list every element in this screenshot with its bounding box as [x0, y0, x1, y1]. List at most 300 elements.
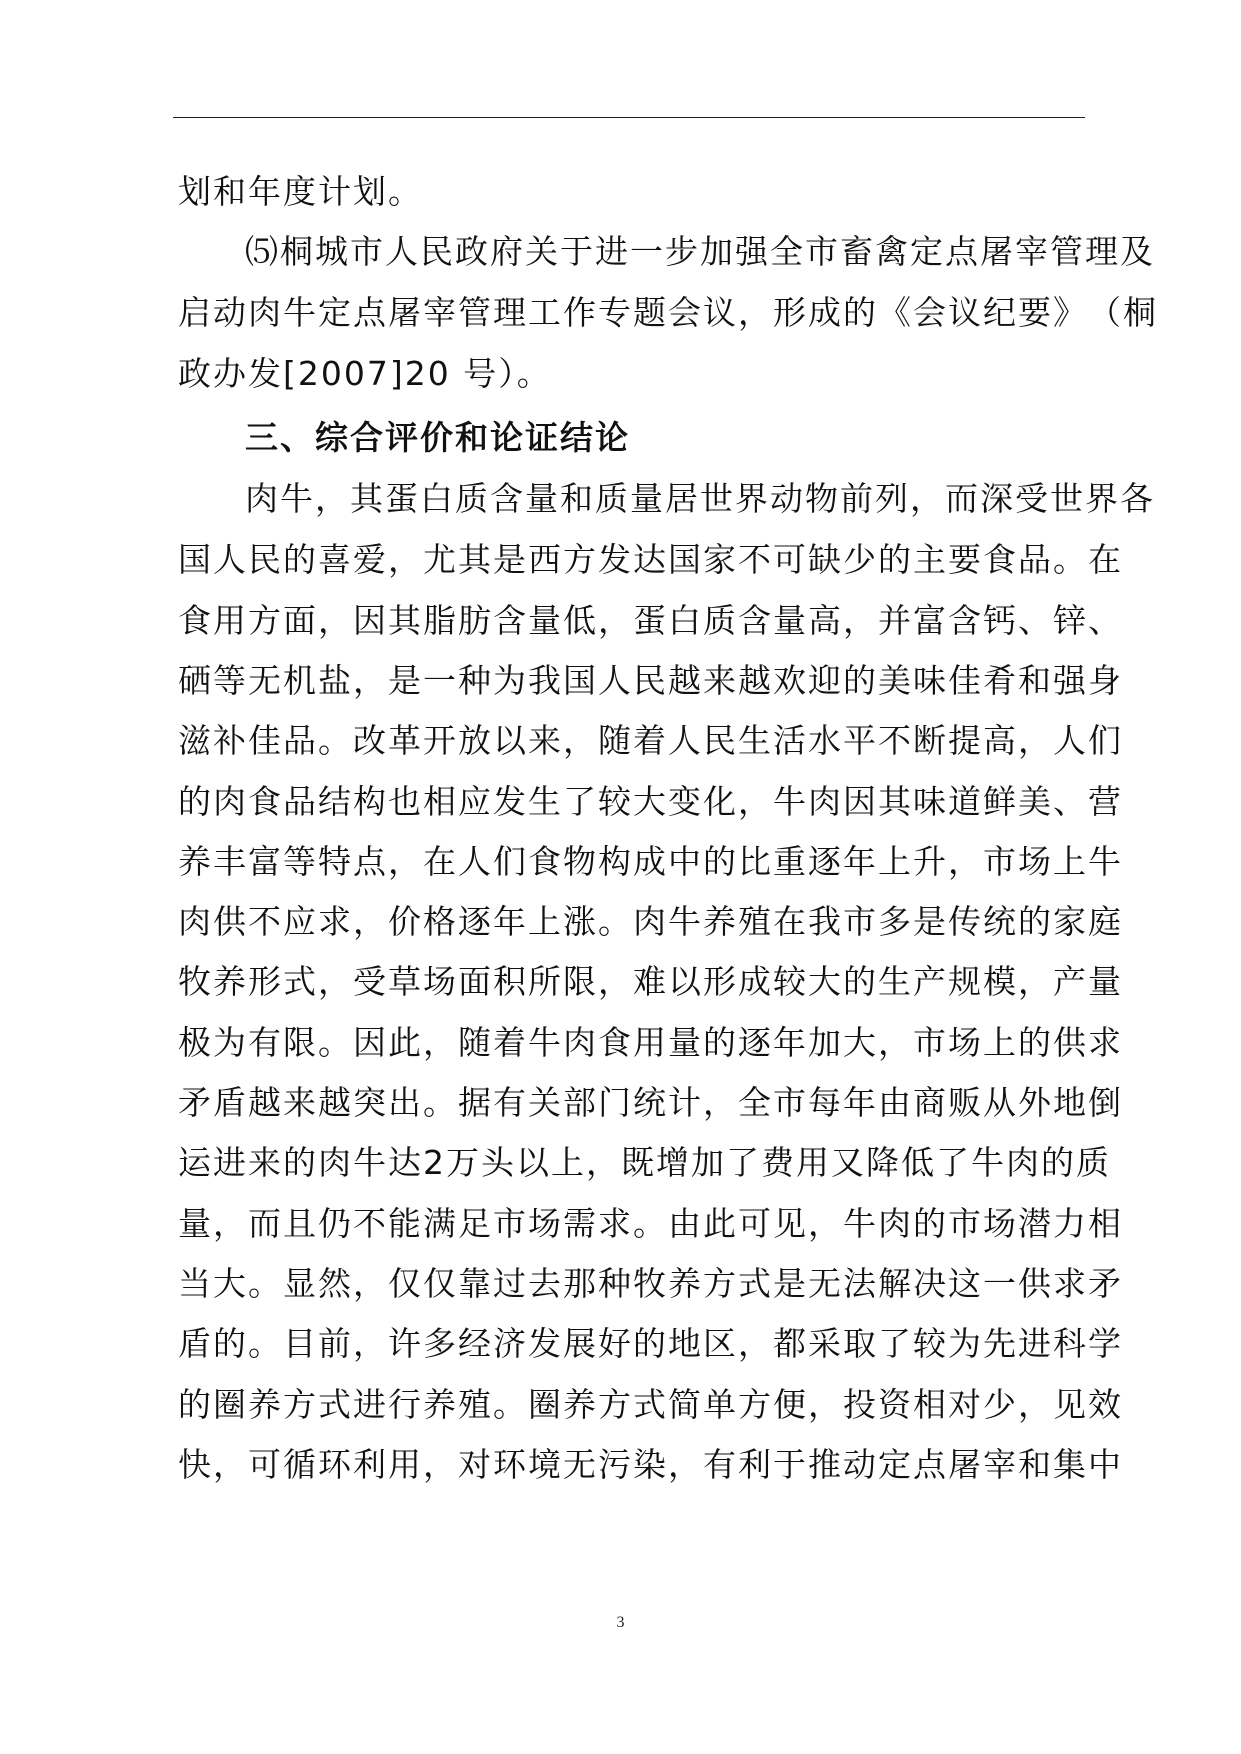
body-character: 界: [735, 479, 770, 518]
body-character: 市: [493, 1204, 528, 1243]
body-character: 草: [388, 962, 423, 1001]
body-character: 去: [528, 1264, 563, 1303]
body-character: 然: [318, 1264, 353, 1303]
body-character: 那: [563, 1264, 598, 1303]
body-character: 地: [668, 1324, 703, 1363]
body-line: [178, 782, 1123, 822]
body-character: 放: [458, 721, 493, 760]
body-character: 的: [283, 540, 318, 579]
body-character: 多: [878, 902, 913, 941]
body-character: ，: [353, 1264, 388, 1303]
body-character: 升: [913, 842, 948, 881]
body-character: 较: [773, 962, 808, 1001]
body-character: 质: [1076, 1143, 1111, 1182]
body-character: 越: [738, 661, 773, 700]
body-character: 的: [878, 540, 913, 579]
body-character: 的: [1041, 1143, 1076, 1182]
body-character: 。: [633, 1204, 668, 1243]
body-character: 大: [808, 962, 843, 1001]
body-character: 各: [1120, 479, 1155, 518]
body-character: 屠: [388, 293, 423, 332]
body-character: 有: [493, 1083, 528, 1122]
body-character: 利: [353, 1445, 388, 1484]
body-character: ，: [738, 293, 773, 332]
body-character: 的: [843, 661, 878, 700]
body-character: 需: [563, 1204, 598, 1243]
body-character: 用: [213, 601, 248, 640]
body-character: 而: [248, 1204, 283, 1243]
body-character: 经: [458, 1324, 493, 1363]
body-character: 定: [910, 232, 945, 271]
body-character: 大: [843, 1023, 878, 1062]
body-character: 来: [283, 1083, 318, 1122]
body-character: 白: [420, 479, 455, 518]
body-character: 产: [913, 962, 948, 1001]
body-character: 是: [493, 540, 528, 579]
body-character: 家: [703, 540, 738, 579]
body-character: 当: [178, 1264, 213, 1303]
body-character: 矛: [178, 1083, 213, 1122]
body-character: 计: [668, 1083, 703, 1122]
body-character: 市: [913, 1023, 948, 1062]
body-character: 屠: [948, 1445, 983, 1484]
body-character: 量: [773, 601, 808, 640]
body-character: 身: [1088, 661, 1123, 700]
body-character: 断: [913, 721, 948, 760]
body-character: 法: [843, 1264, 878, 1303]
body-character: 求: [318, 902, 353, 941]
body-character: 含: [738, 601, 773, 640]
body-character: 人: [668, 721, 703, 760]
body-character: 。: [493, 1385, 528, 1424]
body-character: 从: [983, 1083, 1018, 1122]
body-character: 多: [423, 1324, 458, 1363]
body-character: 殖: [738, 902, 773, 941]
body-character: 面: [458, 962, 493, 1001]
body-character: 相: [1088, 1204, 1123, 1243]
body-character: 部: [563, 1083, 598, 1122]
body-character: 宰: [983, 1445, 1018, 1484]
body-character: 量: [178, 1204, 213, 1243]
body-character: 牛: [280, 479, 315, 518]
body-character: 达: [388, 1143, 423, 1182]
body-character: 尤: [423, 540, 458, 579]
body-character: 矛: [1088, 1264, 1123, 1303]
body-character: 肉: [213, 782, 248, 821]
body-character: 生: [878, 962, 913, 1001]
body-character: 化: [703, 782, 738, 821]
body-character: 殖: [458, 1385, 493, 1424]
body-character: 议: [948, 293, 983, 332]
body-character: 盾: [213, 1083, 248, 1122]
body-line: [178, 721, 1123, 761]
body-character: 。: [1053, 540, 1088, 579]
body-character: 学: [1088, 1324, 1123, 1363]
body-character: 肉: [1006, 1143, 1041, 1182]
body-character: 场: [528, 1204, 563, 1243]
body-character: 进: [353, 1385, 388, 1424]
body-character: 决: [913, 1264, 948, 1303]
body-character: 既: [621, 1143, 656, 1182]
body-character: 据: [458, 1083, 493, 1122]
body-character: 于: [773, 1445, 808, 1484]
body-character: 量: [528, 601, 563, 640]
body-character: 成: [633, 842, 668, 881]
body-character: ，: [353, 902, 388, 941]
body-character: ，: [423, 1023, 458, 1062]
body-line: [178, 902, 1123, 942]
body-character: 世: [700, 479, 735, 518]
body-character: 求: [1053, 1264, 1088, 1303]
body-character: 商: [913, 1083, 948, 1122]
body-character: 鲜: [983, 782, 1018, 821]
body-character: （: [1088, 293, 1123, 332]
body-character: 一: [630, 232, 665, 271]
body-character: 以: [493, 721, 528, 760]
body-character: 前: [840, 479, 875, 518]
body-character: 所: [528, 962, 563, 1001]
body-character: 的: [703, 1023, 738, 1062]
body-line: [178, 1083, 1123, 1123]
body-character: 滋: [178, 721, 213, 760]
body-character: 许: [388, 1324, 423, 1363]
body-character: 迎: [808, 661, 843, 700]
body-character: ，: [318, 962, 353, 1001]
body-character: 形: [773, 293, 808, 332]
body-character: 万: [446, 1143, 481, 1182]
body-character: ，: [598, 962, 633, 1001]
body-character: 作: [563, 293, 598, 332]
body-character: 效: [1088, 1385, 1123, 1424]
body-character: 养: [248, 1385, 283, 1424]
body-character: 养: [423, 1385, 458, 1424]
body-character: 重: [773, 842, 808, 881]
body-character: 成: [738, 962, 773, 1001]
body-character: 求: [598, 1204, 633, 1243]
body-character: 盾: [178, 1324, 213, 1363]
body-character: 方: [563, 540, 598, 579]
body-character: 平: [843, 721, 878, 760]
body-character: 来: [703, 661, 738, 700]
body-character: 于: [560, 232, 595, 271]
body-character: 列: [875, 479, 910, 518]
body-character: 机: [283, 661, 318, 700]
body-character: ，: [808, 1385, 843, 1424]
body-character: 逐: [738, 1023, 773, 1062]
body-character: 高: [808, 601, 843, 640]
body-character: 养: [178, 842, 213, 881]
body-character: 用: [388, 1445, 423, 1484]
body-character: 的: [178, 1385, 213, 1424]
body-character: 品: [1018, 540, 1053, 579]
body-character: 含: [493, 601, 528, 640]
body-character: 民: [248, 540, 283, 579]
body-character: 而: [945, 479, 980, 518]
body-character: 年: [843, 1083, 878, 1122]
body-character: 桐: [1123, 293, 1158, 332]
body-character: 格: [423, 902, 458, 941]
body-character: 们: [1088, 721, 1123, 760]
body-line: [178, 1023, 1123, 1063]
body-character: 全: [770, 232, 805, 271]
body-character: 低: [901, 1143, 936, 1182]
body-character: 肉: [318, 1143, 353, 1182]
body-character: 用: [633, 1023, 668, 1062]
body-character: 逐: [458, 902, 493, 941]
body-line: [178, 540, 1123, 580]
body-character: 构: [598, 842, 633, 881]
body-character: 。: [248, 1324, 283, 1363]
body-character: 涨: [563, 902, 598, 941]
body-line: [178, 962, 1123, 1002]
body-character: 其: [458, 540, 493, 579]
body-line: [178, 661, 1123, 701]
body-character: 种: [458, 661, 493, 700]
body-character: 、: [1053, 782, 1088, 821]
body-character: 发: [598, 540, 633, 579]
body-character: 人: [458, 842, 493, 881]
body-character: 仅: [423, 1264, 458, 1303]
body-character: 定: [318, 293, 353, 332]
body-character: 仅: [388, 1264, 423, 1303]
body-character: 为: [493, 661, 528, 700]
body-character: 显: [283, 1264, 318, 1303]
body-character: 肉: [633, 902, 668, 941]
body-character: 我: [808, 902, 843, 941]
page-number: 3: [616, 1614, 625, 1631]
body-character: 统: [633, 1083, 668, 1122]
body-character: 人: [213, 540, 248, 579]
body-character: 发: [528, 1324, 563, 1363]
body-character: 倒: [1088, 1083, 1123, 1122]
body-character: 了: [878, 1324, 913, 1363]
body-character: 门: [598, 1083, 633, 1122]
body-character: 限: [563, 962, 598, 1001]
body-character: 家: [1053, 902, 1088, 941]
body-character: ，: [353, 1324, 388, 1363]
body-character: 蛋: [385, 479, 420, 518]
body-character: 增: [656, 1143, 691, 1182]
body-character: 等: [213, 661, 248, 700]
body-character: ，: [948, 842, 983, 881]
body-character: 加: [808, 1023, 843, 1062]
body-character: 推: [808, 1445, 843, 1484]
body-character: 界: [1085, 479, 1120, 518]
body-character: 缺: [808, 540, 843, 579]
body-character: 少: [983, 1385, 1018, 1424]
body-character: ，: [388, 842, 423, 881]
body-line: [178, 1445, 1123, 1485]
body-character: 牛: [283, 293, 318, 332]
body-character: 牛: [843, 1204, 878, 1243]
body-character: 肉: [878, 1204, 913, 1243]
body-character: ，: [318, 601, 353, 640]
body-character: 道: [948, 782, 983, 821]
body-character: 不: [353, 1204, 388, 1243]
body-character: 品: [283, 782, 318, 821]
body-character: 们: [493, 842, 528, 881]
body-character: 形: [248, 962, 283, 1001]
body-character: 的: [1018, 902, 1053, 941]
body-character: 市: [983, 842, 1018, 881]
body-character: 》: [1053, 293, 1088, 332]
body-character: 富: [248, 842, 283, 881]
body-character: 强: [1053, 661, 1088, 700]
body-character: 较: [913, 1324, 948, 1363]
body-character: 。: [423, 1083, 458, 1122]
body-character: 成: [808, 293, 843, 332]
body-character: 生: [738, 721, 773, 760]
body-character: 都: [773, 1324, 808, 1363]
body-character: 牛: [1088, 842, 1123, 881]
body-character: 及: [1120, 232, 1155, 271]
body-character: 其: [388, 601, 423, 640]
body-character: ，: [388, 540, 423, 579]
body-character: 不: [738, 540, 773, 579]
body-character: 种: [598, 1264, 633, 1303]
body-character: 的: [913, 1204, 948, 1243]
body-character: 了: [726, 1143, 761, 1182]
body-character: 。: [598, 902, 633, 941]
body-character: 量: [525, 479, 560, 518]
body-character: 牧: [633, 1264, 668, 1303]
body-character: 圈: [528, 1385, 563, 1424]
body-character: 受: [353, 962, 388, 1001]
body-character: 动: [770, 479, 805, 518]
body-character: 、: [1018, 601, 1053, 640]
body-character: 力: [1053, 1204, 1088, 1243]
body-character: 资: [878, 1385, 913, 1424]
body-character: 的: [703, 842, 738, 881]
body-character: ，: [738, 1324, 773, 1363]
body-character: 供: [213, 902, 248, 941]
body-character: 居: [665, 479, 700, 518]
body-character: 我: [528, 661, 563, 700]
body-character: 市: [773, 1083, 808, 1122]
body-character: 为: [213, 1023, 248, 1062]
body-character: 不: [878, 721, 913, 760]
body-character: 锌: [1053, 601, 1088, 640]
body-character: 民: [703, 721, 738, 760]
body-character: 肪: [458, 601, 493, 640]
body-character: 式: [633, 1385, 668, 1424]
body-character: 靠: [458, 1264, 493, 1303]
body-character: 快: [178, 1445, 213, 1484]
body-character: 世: [1050, 479, 1085, 518]
body-character: 此: [703, 1204, 738, 1243]
body-character: 无: [563, 1445, 598, 1484]
body-character: ，: [315, 479, 350, 518]
body-character: 供: [1018, 1264, 1053, 1303]
body-character: 高: [983, 721, 1018, 760]
body-character: 量: [668, 1023, 703, 1062]
body-character: 富: [913, 601, 948, 640]
body-character: 行: [388, 1385, 423, 1424]
body-line: [178, 293, 1158, 333]
body-character: 民: [633, 661, 668, 700]
body-character: 且: [283, 1204, 318, 1243]
body-character: 极: [178, 1023, 213, 1062]
body-character: 味: [913, 661, 948, 700]
body-character: 点: [353, 842, 388, 881]
body-character: 关: [528, 1083, 563, 1122]
body-character: 应: [283, 902, 318, 941]
body-character: 单: [703, 1385, 738, 1424]
body-character: 着: [493, 1023, 528, 1062]
body-character: 提: [948, 721, 983, 760]
body-character: 和: [1018, 661, 1053, 700]
body-character: 不: [248, 902, 283, 941]
body-character: 对: [458, 1445, 493, 1484]
body-character: 低: [563, 601, 598, 640]
body-character: 工: [528, 293, 563, 332]
body-character: 中: [668, 842, 703, 881]
body-character: 启: [178, 293, 213, 332]
body-character: 等: [283, 842, 318, 881]
body-character: 越: [318, 1083, 353, 1122]
body-character: 模: [983, 962, 1018, 1001]
body-character: 利: [738, 1445, 773, 1484]
body-character: 方: [703, 1264, 738, 1303]
body-character: 水: [808, 721, 843, 760]
body-character: 便: [773, 1385, 808, 1424]
body-character: 又: [831, 1143, 866, 1182]
body-character: 上: [528, 902, 563, 941]
body-character: 国: [178, 540, 213, 579]
body-character: 脂: [423, 601, 458, 640]
body-character: 有: [248, 1023, 283, 1062]
body-character: 统: [983, 902, 1018, 941]
body-character: 牧: [178, 962, 213, 1001]
body-character: 也: [388, 782, 423, 821]
body-character: 物: [563, 842, 598, 881]
body-character: 方: [283, 1385, 318, 1424]
body-character: 美: [878, 661, 913, 700]
body-character: 方: [598, 1385, 633, 1424]
body-character: 钙: [983, 601, 1018, 640]
body-character: 2: [423, 1143, 446, 1182]
body-character: 可: [738, 1204, 773, 1243]
body-character: 白: [668, 601, 703, 640]
body-character: 市: [948, 1204, 983, 1243]
body-character: 大: [633, 782, 668, 821]
body-character: 上: [983, 1023, 1018, 1062]
body-character: 欢: [773, 661, 808, 700]
body-character: 蛋: [633, 601, 668, 640]
body-character: 管: [458, 293, 493, 332]
body-character: 肉: [808, 782, 843, 821]
body-character: 了: [563, 782, 598, 821]
body-character: ，: [843, 601, 878, 640]
body-character: 境: [528, 1445, 563, 1484]
body-character: 食: [528, 842, 563, 881]
body-character: ，: [423, 1445, 458, 1484]
body-character: 畜: [840, 232, 875, 271]
body-character: 人: [598, 661, 633, 700]
body-character: 议: [703, 293, 738, 332]
body-character: 污: [598, 1445, 633, 1484]
body-character: 济: [493, 1324, 528, 1363]
body-character: 进: [595, 232, 630, 271]
body-character: 价: [388, 902, 423, 941]
body-character: 因: [353, 1023, 388, 1062]
body-character: 大: [213, 1264, 248, 1303]
body-character: 取: [843, 1324, 878, 1363]
body-character: 养: [668, 1264, 703, 1303]
body-character: 规: [948, 962, 983, 1001]
body-character: 步: [665, 232, 700, 271]
body-character: 的: [283, 1143, 318, 1182]
